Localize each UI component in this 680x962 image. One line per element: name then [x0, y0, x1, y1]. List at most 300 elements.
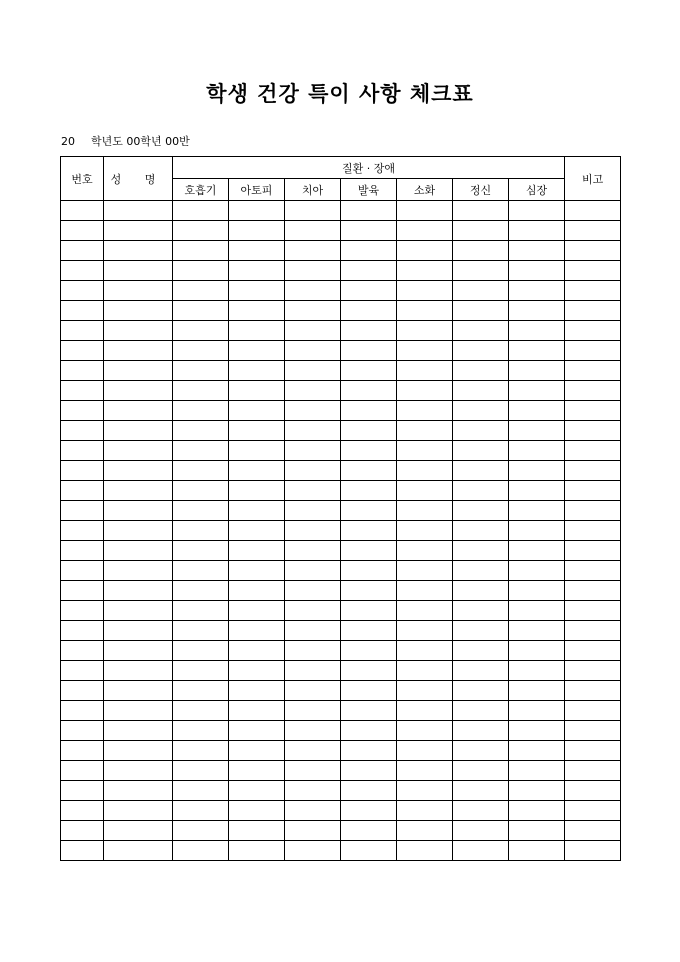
table-cell[interactable] — [341, 401, 397, 421]
table-cell[interactable] — [453, 401, 509, 421]
table-cell[interactable] — [229, 381, 285, 401]
table-cell[interactable] — [104, 801, 173, 821]
table-cell[interactable] — [61, 461, 104, 481]
table-cell[interactable] — [453, 261, 509, 281]
table-cell[interactable] — [453, 841, 509, 861]
table-cell[interactable] — [104, 341, 173, 361]
table-cell[interactable] — [61, 701, 104, 721]
table-cell[interactable] — [509, 781, 565, 801]
table-cell[interactable] — [229, 841, 285, 861]
table-cell[interactable] — [173, 581, 229, 601]
table-cell[interactable] — [104, 841, 173, 861]
table-cell[interactable] — [565, 361, 621, 381]
table-cell[interactable] — [61, 741, 104, 761]
table-cell[interactable] — [341, 761, 397, 781]
table-cell[interactable] — [61, 441, 104, 461]
table-cell[interactable] — [341, 581, 397, 601]
table-cell[interactable] — [104, 201, 173, 221]
table-cell[interactable] — [285, 601, 341, 621]
table-cell[interactable] — [453, 361, 509, 381]
table-cell[interactable] — [173, 241, 229, 261]
table-cell[interactable] — [173, 741, 229, 761]
table-cell[interactable] — [104, 661, 173, 681]
table-cell[interactable] — [229, 661, 285, 681]
table-cell[interactable] — [341, 501, 397, 521]
table-cell[interactable] — [453, 721, 509, 741]
table-cell[interactable] — [565, 681, 621, 701]
table-cell[interactable] — [104, 281, 173, 301]
table-cell[interactable] — [285, 621, 341, 641]
table-cell[interactable] — [61, 341, 104, 361]
table-cell[interactable] — [285, 441, 341, 461]
table-cell[interactable] — [509, 741, 565, 761]
table-cell[interactable] — [509, 641, 565, 661]
table-cell[interactable] — [61, 841, 104, 861]
table-cell[interactable] — [173, 201, 229, 221]
table-cell[interactable] — [173, 761, 229, 781]
table-cell[interactable] — [104, 361, 173, 381]
table-cell[interactable] — [397, 561, 453, 581]
table-cell[interactable] — [229, 701, 285, 721]
table-cell[interactable] — [341, 281, 397, 301]
table-cell[interactable] — [61, 381, 104, 401]
table-cell[interactable] — [104, 641, 173, 661]
table-cell[interactable] — [453, 701, 509, 721]
table-cell[interactable] — [61, 501, 104, 521]
table-cell[interactable] — [104, 541, 173, 561]
table-cell[interactable] — [173, 361, 229, 381]
table-cell[interactable] — [565, 621, 621, 641]
table-cell[interactable] — [565, 821, 621, 841]
table-cell[interactable] — [285, 681, 341, 701]
table-cell[interactable] — [397, 621, 453, 641]
table-cell[interactable] — [397, 601, 453, 621]
table-cell[interactable] — [565, 521, 621, 541]
table-cell[interactable] — [104, 221, 173, 241]
table-cell[interactable] — [285, 421, 341, 441]
table-cell[interactable] — [453, 781, 509, 801]
table-cell[interactable] — [565, 201, 621, 221]
table-cell[interactable] — [397, 841, 453, 861]
table-cell[interactable] — [173, 641, 229, 661]
table-cell[interactable] — [229, 301, 285, 321]
table-cell[interactable] — [229, 681, 285, 701]
table-cell[interactable] — [509, 721, 565, 741]
table-cell[interactable] — [229, 761, 285, 781]
table-cell[interactable] — [341, 441, 397, 461]
table-cell[interactable] — [285, 661, 341, 681]
table-cell[interactable] — [173, 221, 229, 241]
table-cell[interactable] — [104, 681, 173, 701]
table-cell[interactable] — [104, 261, 173, 281]
table-cell[interactable] — [509, 401, 565, 421]
table-cell[interactable] — [453, 281, 509, 301]
table-cell[interactable] — [61, 221, 104, 241]
table-cell[interactable] — [285, 781, 341, 801]
table-cell[interactable] — [104, 761, 173, 781]
table-cell[interactable] — [229, 261, 285, 281]
table-cell[interactable] — [285, 341, 341, 361]
table-cell[interactable] — [453, 421, 509, 441]
table-cell[interactable] — [565, 281, 621, 301]
table-cell[interactable] — [285, 201, 341, 221]
table-cell[interactable] — [565, 721, 621, 741]
table-cell[interactable] — [61, 401, 104, 421]
table-cell[interactable] — [397, 221, 453, 241]
table-cell[interactable] — [453, 541, 509, 561]
table-cell[interactable] — [509, 681, 565, 701]
table-cell[interactable] — [453, 801, 509, 821]
table-cell[interactable] — [565, 241, 621, 261]
table-cell[interactable] — [565, 421, 621, 441]
table-cell[interactable] — [509, 701, 565, 721]
table-cell[interactable] — [341, 801, 397, 821]
table-cell[interactable] — [565, 261, 621, 281]
table-cell[interactable] — [397, 301, 453, 321]
table-cell[interactable] — [397, 241, 453, 261]
table-cell[interactable] — [104, 561, 173, 581]
table-cell[interactable] — [285, 381, 341, 401]
table-cell[interactable] — [285, 401, 341, 421]
table-cell[interactable] — [61, 761, 104, 781]
table-cell[interactable] — [341, 841, 397, 861]
table-cell[interactable] — [104, 781, 173, 801]
table-cell[interactable] — [565, 841, 621, 861]
table-cell[interactable] — [61, 201, 104, 221]
table-cell[interactable] — [341, 341, 397, 361]
table-cell[interactable] — [509, 761, 565, 781]
table-cell[interactable] — [453, 441, 509, 461]
table-cell[interactable] — [61, 781, 104, 801]
table-cell[interactable] — [565, 341, 621, 361]
table-cell[interactable] — [104, 601, 173, 621]
table-cell[interactable] — [453, 741, 509, 761]
table-cell[interactable] — [341, 241, 397, 261]
table-cell[interactable] — [397, 481, 453, 501]
table-cell[interactable] — [173, 601, 229, 621]
table-cell[interactable] — [173, 421, 229, 441]
table-cell[interactable] — [397, 721, 453, 741]
table-cell[interactable] — [453, 581, 509, 601]
table-cell[interactable] — [509, 301, 565, 321]
table-cell[interactable] — [509, 521, 565, 541]
table-cell[interactable] — [397, 421, 453, 441]
table-cell[interactable] — [285, 541, 341, 561]
table-cell[interactable] — [341, 301, 397, 321]
table-cell[interactable] — [397, 501, 453, 521]
table-cell[interactable] — [61, 721, 104, 741]
table-cell[interactable] — [397, 361, 453, 381]
table-cell[interactable] — [61, 281, 104, 301]
table-cell[interactable] — [173, 681, 229, 701]
table-cell[interactable] — [285, 501, 341, 521]
table-cell[interactable] — [229, 401, 285, 421]
table-cell[interactable] — [285, 461, 341, 481]
table-cell[interactable] — [285, 821, 341, 841]
table-cell[interactable] — [61, 581, 104, 601]
table-cell[interactable] — [509, 621, 565, 641]
table-cell[interactable] — [341, 321, 397, 341]
table-cell[interactable] — [397, 441, 453, 461]
table-cell[interactable] — [453, 821, 509, 841]
table-cell[interactable] — [397, 201, 453, 221]
table-cell[interactable] — [173, 301, 229, 321]
table-cell[interactable] — [173, 381, 229, 401]
table-cell[interactable] — [173, 481, 229, 501]
table-cell[interactable] — [104, 381, 173, 401]
table-cell[interactable] — [229, 421, 285, 441]
table-cell[interactable] — [565, 501, 621, 521]
table-cell[interactable] — [509, 361, 565, 381]
table-cell[interactable] — [509, 561, 565, 581]
table-cell[interactable] — [104, 441, 173, 461]
table-cell[interactable] — [397, 641, 453, 661]
table-cell[interactable] — [509, 441, 565, 461]
table-cell[interactable] — [285, 261, 341, 281]
table-cell[interactable] — [173, 281, 229, 301]
table-cell[interactable] — [397, 801, 453, 821]
table-cell[interactable] — [565, 641, 621, 661]
table-cell[interactable] — [565, 781, 621, 801]
table-cell[interactable] — [341, 561, 397, 581]
table-cell[interactable] — [285, 761, 341, 781]
table-cell[interactable] — [565, 601, 621, 621]
table-cell[interactable] — [285, 701, 341, 721]
table-cell[interactable] — [61, 261, 104, 281]
table-cell[interactable] — [453, 341, 509, 361]
table-cell[interactable] — [453, 521, 509, 541]
table-cell[interactable] — [104, 481, 173, 501]
table-cell[interactable] — [104, 321, 173, 341]
table-cell[interactable] — [61, 641, 104, 661]
table-cell[interactable] — [509, 381, 565, 401]
table-cell[interactable] — [173, 661, 229, 681]
table-cell[interactable] — [453, 241, 509, 261]
table-cell[interactable] — [397, 661, 453, 681]
table-cell[interactable] — [173, 401, 229, 421]
table-cell[interactable] — [173, 501, 229, 521]
table-cell[interactable] — [61, 621, 104, 641]
table-cell[interactable] — [229, 781, 285, 801]
table-cell[interactable] — [104, 401, 173, 421]
table-cell[interactable] — [341, 261, 397, 281]
table-cell[interactable] — [453, 201, 509, 221]
table-cell[interactable] — [104, 721, 173, 741]
table-cell[interactable] — [285, 221, 341, 241]
table-cell[interactable] — [229, 341, 285, 361]
table-cell[interactable] — [453, 501, 509, 521]
table-cell[interactable] — [173, 321, 229, 341]
table-cell[interactable] — [104, 521, 173, 541]
table-cell[interactable] — [341, 821, 397, 841]
table-cell[interactable] — [229, 621, 285, 641]
table-cell[interactable] — [341, 221, 397, 241]
table-cell[interactable] — [173, 621, 229, 641]
table-cell[interactable] — [229, 741, 285, 761]
table-cell[interactable] — [509, 341, 565, 361]
table-cell[interactable] — [341, 201, 397, 221]
table-cell[interactable] — [229, 601, 285, 621]
table-cell[interactable] — [509, 481, 565, 501]
table-cell[interactable] — [565, 661, 621, 681]
table-cell[interactable] — [397, 521, 453, 541]
table-cell[interactable] — [565, 441, 621, 461]
table-cell[interactable] — [397, 821, 453, 841]
table-cell[interactable] — [61, 361, 104, 381]
table-cell[interactable] — [565, 321, 621, 341]
table-cell[interactable] — [229, 561, 285, 581]
table-cell[interactable] — [397, 341, 453, 361]
table-cell[interactable] — [565, 701, 621, 721]
table-cell[interactable] — [285, 241, 341, 261]
table-cell[interactable] — [397, 781, 453, 801]
table-cell[interactable] — [341, 521, 397, 541]
table-cell[interactable] — [341, 621, 397, 641]
table-cell[interactable] — [565, 581, 621, 601]
table-cell[interactable] — [61, 521, 104, 541]
table-cell[interactable] — [173, 521, 229, 541]
table-cell[interactable] — [453, 221, 509, 241]
table-cell[interactable] — [61, 481, 104, 501]
table-cell[interactable] — [229, 801, 285, 821]
table-cell[interactable] — [509, 661, 565, 681]
table-cell[interactable] — [229, 481, 285, 501]
table-cell[interactable] — [397, 461, 453, 481]
table-cell[interactable] — [173, 801, 229, 821]
table-cell[interactable] — [397, 581, 453, 601]
table-cell[interactable] — [104, 741, 173, 761]
table-cell[interactable] — [61, 541, 104, 561]
table-cell[interactable] — [229, 821, 285, 841]
table-cell[interactable] — [509, 821, 565, 841]
table-cell[interactable] — [565, 221, 621, 241]
table-cell[interactable] — [453, 301, 509, 321]
table-cell[interactable] — [341, 541, 397, 561]
table-cell[interactable] — [61, 561, 104, 581]
table-cell[interactable] — [285, 281, 341, 301]
table-cell[interactable] — [173, 721, 229, 741]
table-cell[interactable] — [453, 681, 509, 701]
table-cell[interactable] — [397, 321, 453, 341]
table-cell[interactable] — [453, 621, 509, 641]
table-cell[interactable] — [565, 381, 621, 401]
table-cell[interactable] — [397, 761, 453, 781]
table-cell[interactable] — [61, 301, 104, 321]
table-cell[interactable] — [104, 701, 173, 721]
table-cell[interactable] — [509, 841, 565, 861]
table-cell[interactable] — [509, 501, 565, 521]
table-cell[interactable] — [565, 541, 621, 561]
table-cell[interactable] — [229, 721, 285, 741]
table-cell[interactable] — [397, 741, 453, 761]
table-cell[interactable] — [229, 541, 285, 561]
table-cell[interactable] — [285, 521, 341, 541]
table-cell[interactable] — [509, 421, 565, 441]
table-cell[interactable] — [229, 581, 285, 601]
table-cell[interactable] — [229, 521, 285, 541]
table-cell[interactable] — [285, 581, 341, 601]
table-cell[interactable] — [453, 601, 509, 621]
table-cell[interactable] — [104, 581, 173, 601]
table-cell[interactable] — [453, 761, 509, 781]
table-cell[interactable] — [173, 441, 229, 461]
table-cell[interactable] — [285, 321, 341, 341]
table-cell[interactable] — [565, 801, 621, 821]
table-cell[interactable] — [229, 281, 285, 301]
table-cell[interactable] — [61, 601, 104, 621]
table-cell[interactable] — [61, 821, 104, 841]
table-cell[interactable] — [397, 281, 453, 301]
table-cell[interactable] — [397, 381, 453, 401]
table-cell[interactable] — [173, 341, 229, 361]
table-cell[interactable] — [341, 681, 397, 701]
table-cell[interactable] — [509, 581, 565, 601]
table-cell[interactable] — [229, 221, 285, 241]
table-cell[interactable] — [453, 381, 509, 401]
table-cell[interactable] — [397, 681, 453, 701]
table-cell[interactable] — [565, 481, 621, 501]
table-cell[interactable] — [565, 301, 621, 321]
table-cell[interactable] — [104, 301, 173, 321]
table-cell[interactable] — [565, 461, 621, 481]
table-cell[interactable] — [453, 321, 509, 341]
table-cell[interactable] — [285, 481, 341, 501]
table-cell[interactable] — [104, 241, 173, 261]
table-cell[interactable] — [229, 201, 285, 221]
table-cell[interactable] — [285, 361, 341, 381]
table-cell[interactable] — [453, 641, 509, 661]
table-cell[interactable] — [285, 841, 341, 861]
table-cell[interactable] — [285, 641, 341, 661]
table-cell[interactable] — [509, 541, 565, 561]
table-cell[interactable] — [509, 801, 565, 821]
table-cell[interactable] — [173, 841, 229, 861]
table-cell[interactable] — [509, 221, 565, 241]
table-cell[interactable] — [285, 801, 341, 821]
table-cell[interactable] — [285, 301, 341, 321]
table-cell[interactable] — [341, 741, 397, 761]
table-cell[interactable] — [509, 321, 565, 341]
table-cell[interactable] — [453, 661, 509, 681]
table-cell[interactable] — [341, 701, 397, 721]
table-cell[interactable] — [104, 461, 173, 481]
table-cell[interactable] — [341, 421, 397, 441]
table-cell[interactable] — [285, 561, 341, 581]
table-cell[interactable] — [565, 401, 621, 421]
table-cell[interactable] — [565, 561, 621, 581]
table-cell[interactable] — [565, 741, 621, 761]
table-cell[interactable] — [397, 541, 453, 561]
table-cell[interactable] — [341, 661, 397, 681]
table-cell[interactable] — [173, 781, 229, 801]
table-cell[interactable] — [397, 401, 453, 421]
table-cell[interactable] — [173, 541, 229, 561]
table-cell[interactable] — [509, 281, 565, 301]
table-cell[interactable] — [509, 461, 565, 481]
table-cell[interactable] — [229, 241, 285, 261]
table-cell[interactable] — [104, 501, 173, 521]
table-cell[interactable] — [173, 701, 229, 721]
table-cell[interactable] — [285, 741, 341, 761]
table-cell[interactable] — [61, 801, 104, 821]
table-cell[interactable] — [104, 621, 173, 641]
table-cell[interactable] — [509, 201, 565, 221]
table-cell[interactable] — [453, 461, 509, 481]
table-cell[interactable] — [341, 721, 397, 741]
table-cell[interactable] — [229, 321, 285, 341]
table-cell[interactable] — [104, 821, 173, 841]
table-cell[interactable] — [173, 561, 229, 581]
